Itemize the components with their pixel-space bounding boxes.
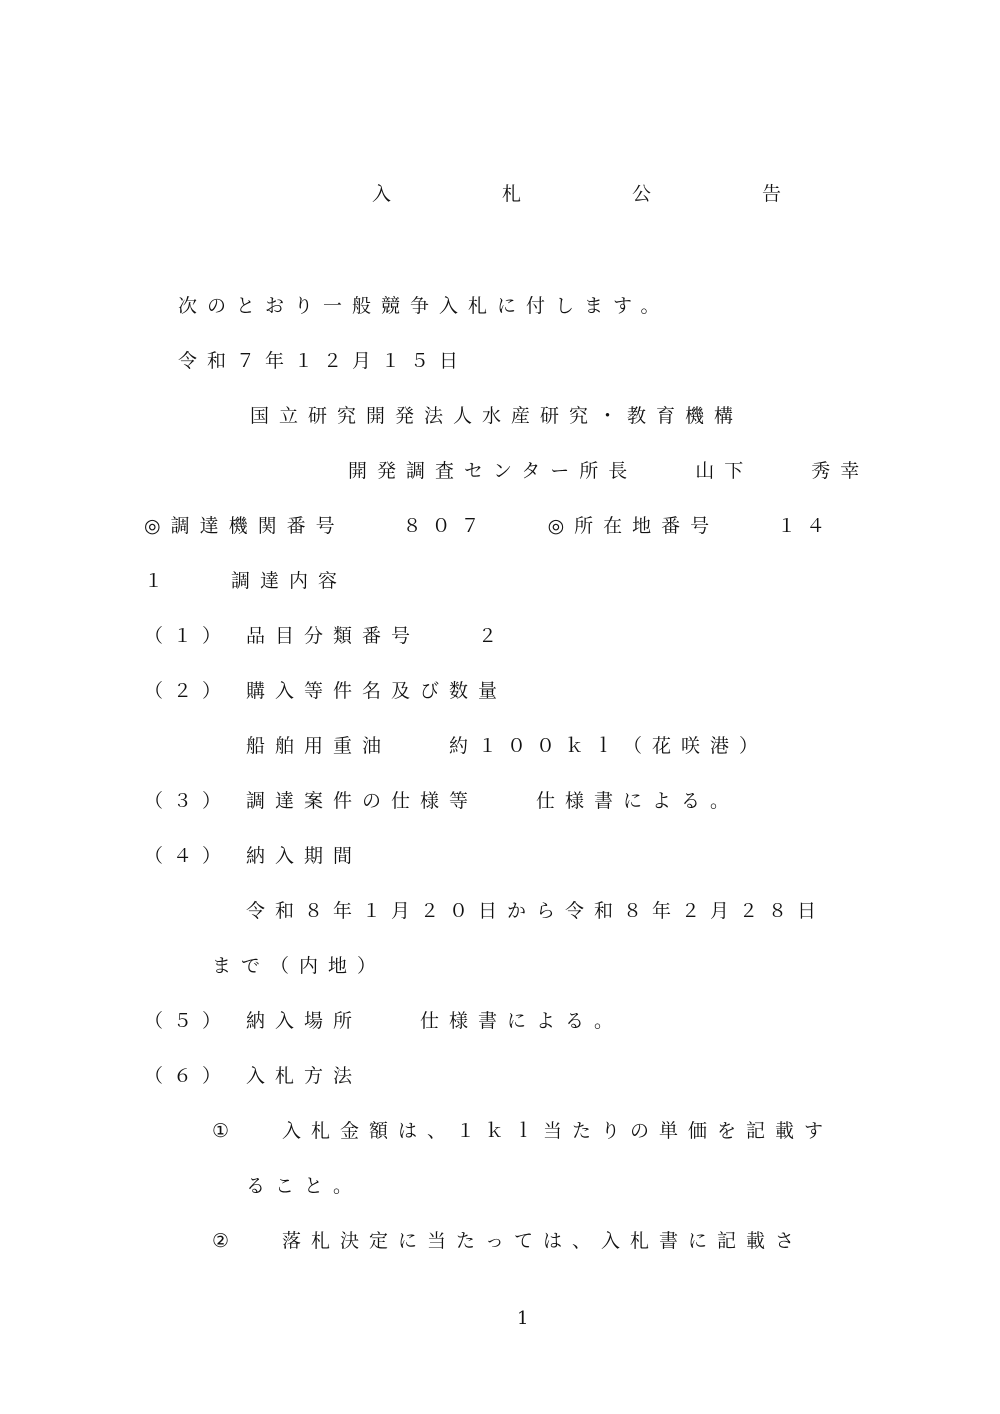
page-number: 1 bbox=[517, 1308, 529, 1329]
sub-item-text: 落札決定に当たっては、入札書に記載さ bbox=[282, 1230, 805, 1252]
sub-item-marker: ② bbox=[212, 1230, 240, 1252]
section-heading: １ 調達内容 bbox=[144, 570, 348, 592]
sub-item-text: ること。 bbox=[246, 1175, 363, 1197]
item-text: 納入場所 仕様書による。 bbox=[246, 1010, 624, 1032]
item-label: （４） bbox=[144, 845, 232, 867]
item-detail: 船舶用重油 約１００ｋｌ（花咲港） bbox=[246, 735, 769, 757]
sub-item-marker: ① bbox=[212, 1120, 240, 1142]
page-title: 入 札 公 告 bbox=[372, 183, 828, 205]
item-label: （６） bbox=[144, 1065, 232, 1087]
item-text: 調達案件の仕様等 仕様書による。 bbox=[246, 790, 740, 812]
item-text: 購入等件名及び数量 bbox=[246, 680, 508, 702]
notice-date: 令和７年１２月１５日 bbox=[178, 350, 469, 372]
intro-text: 次のとおり一般競争入札に付します。 bbox=[178, 295, 670, 317]
item-text: 入札方法 bbox=[246, 1065, 363, 1087]
organization-name: 国立研究開発法人水産研究・教育機構 bbox=[250, 405, 744, 427]
item-text: 品目分類番号 ２ bbox=[246, 625, 508, 647]
item-text: 納入期間 bbox=[246, 845, 363, 867]
item-label: （２） bbox=[144, 680, 232, 702]
item-label: （５） bbox=[144, 1010, 232, 1032]
item-label: （３） bbox=[144, 790, 232, 812]
item-detail: 令和８年１月２０日から令和８年２月２８日 bbox=[246, 900, 827, 922]
sub-item-text: 入札金額は、１ｋｌ当たりの単価を記載す bbox=[282, 1120, 834, 1142]
item-detail: まで（内地） bbox=[212, 955, 387, 977]
official-name: 開発調査センター所長 山下 秀幸 bbox=[348, 460, 870, 482]
procurement-codes: ◎調達機関番号 ８０７ ◎所在地番号 １４ bbox=[144, 515, 836, 537]
item-label: （１） bbox=[144, 625, 232, 647]
